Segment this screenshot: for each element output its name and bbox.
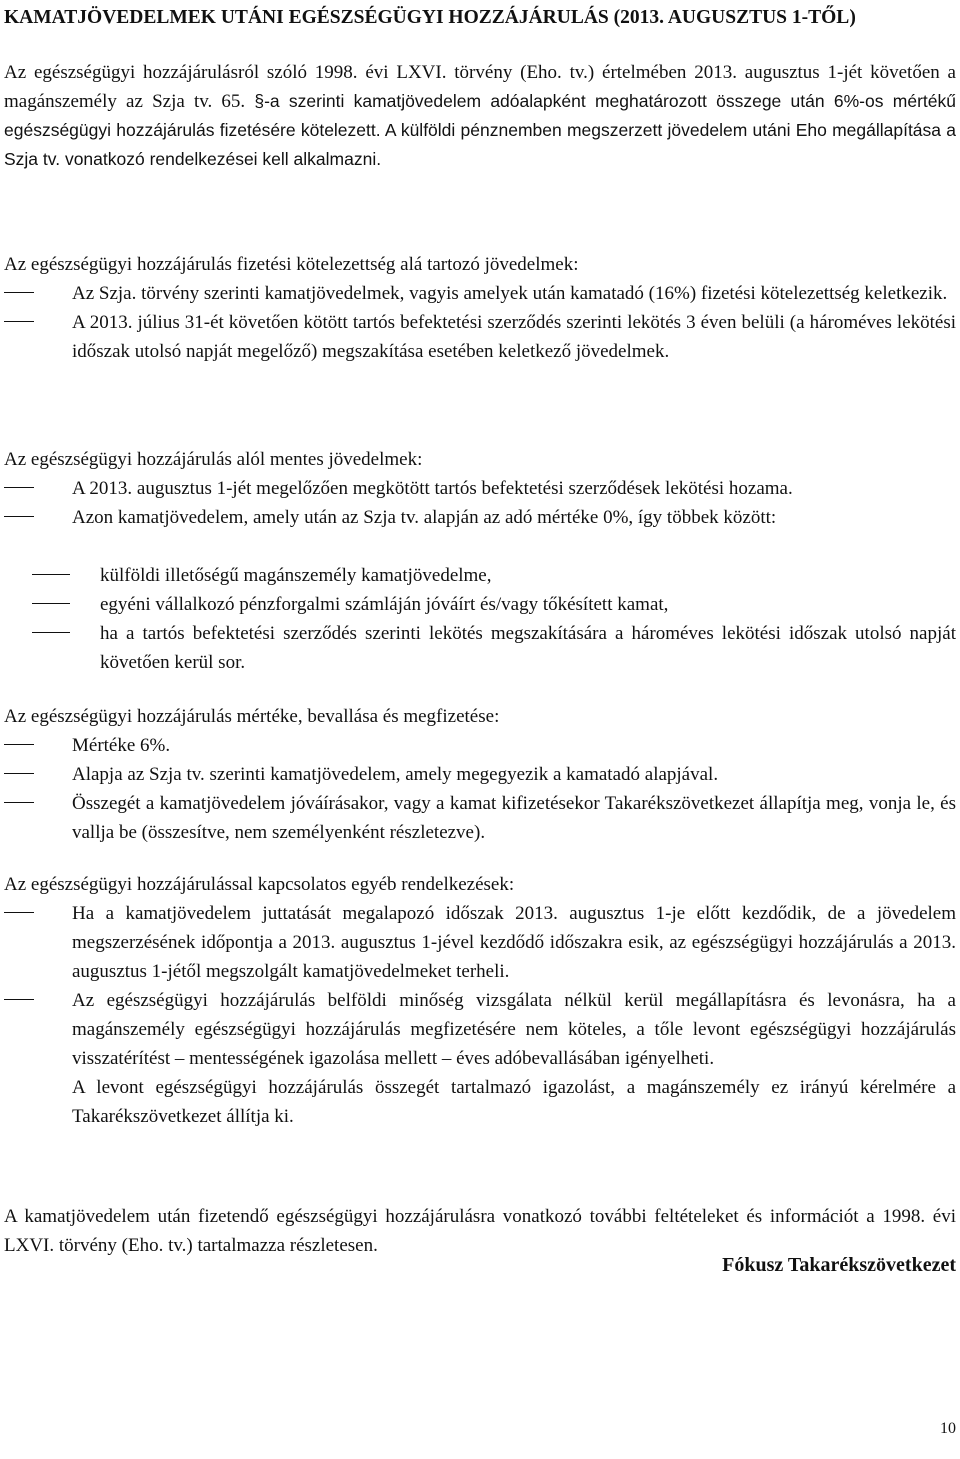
rate-list [4, 731, 956, 847]
list-item [4, 789, 956, 847]
dash-bullet [4, 802, 34, 803]
sub-list-item [4, 619, 956, 677]
list-item-text: ha a tartós befektetési szerződés szerinti lekötés megszakítására a hároméves lekötési időszak utolsó napját követően kerül sor. [100, 623, 956, 673]
dash-bullet [4, 744, 34, 745]
list-item [4, 503, 956, 532]
list-item [4, 899, 956, 986]
signature: Fókusz Takarékszövetkezet [722, 1254, 956, 1276]
dash-bullet [32, 574, 70, 575]
list-item-text: Ha a kamatjövedelem juttatását megalapozó időszak 2013. augusztus 1-je előtt kezdődik, de a jövedelem megszerzésének időpontja a 2013. augusztus 1-jével kezdődő időszakra esik, az egészségügyi hozzájárulás a 2013. augusztus 1-jétől megszolgált kamatjövedelmeket terheli. [72, 903, 956, 982]
dash-bullet [4, 516, 34, 517]
dash-bullet [4, 999, 34, 1000]
other-provisions-list [4, 899, 956, 1131]
list-item-text: Az egészségügyi hozzájárulás belföldi minőség vizsgálata nélkül kerül megállapításra és levonásra, ha a magánszemély egészségügyi hozzájárulás megfizetésére nem köteles, a tőle levont egészségügyi hozzájárulás visszatérítést – mentességének igazolása mellett – éves adóbevallásában igényelheti. [72, 990, 956, 1069]
sub-list-item [4, 561, 956, 590]
list-item-text: Mértéke 6%. [72, 735, 171, 756]
dash-bullet [4, 292, 34, 293]
list-item-text: Alapja az Szja tv. szerinti kamatjövedelem, amely megegyezik a kamatadó alapjával. [72, 764, 719, 785]
list-item-text: egyéni vállalkozó pénzforgalmi számláján jóváírt és/vagy tőkésített kamat, [100, 594, 669, 615]
list-item-text: A 2013. július 31-ét követően kötött tartós befektetési szerződés szerinti lekötés 3 éven belüli (a hároméves lekötési időszak utolsó napját megelőző) megszakítása esetében keletkező jövedelmek. [72, 312, 956, 362]
dash-bullet [32, 632, 70, 633]
list-item [4, 731, 956, 760]
list-item-text: külföldi illetőségű magánszemély kamatjövedelme, [100, 565, 492, 586]
dash-bullet [4, 912, 34, 913]
sub-list-item [4, 590, 956, 619]
list-item [4, 986, 956, 1131]
page-number: 10 [940, 1420, 956, 1437]
list-item [4, 474, 956, 503]
dash-bullet [4, 773, 34, 774]
exempt-income-sublist [4, 561, 956, 677]
closing-paragraph: A kamatjövedelem után fizetendő egészségügyi hozzájárulásra vonatkozó további feltételeket és információt a 1998. évi LXVI. törvény (Eho. tv.) tartalmazza részletesen. [4, 1206, 956, 1256]
list-item-text: Azon kamatjövedelem, amely után az Szja tv. alapján az adó mértéke 0%, így többek között: [72, 507, 777, 528]
list-item-text: Az Szja. törvény szerinti kamatjövedelmek, vagyis amelyek után kamatadó (16%) fizetési kötelezettség keletkezik. [72, 283, 948, 304]
list-item-text: A 2013. augusztus 1-jét megelőzően megkötött tartós befektetési szerződések lekötési hozama. [72, 478, 793, 499]
list-item [4, 279, 956, 308]
section-heading-exempt: Az egészségügyi hozzájárulás alól mentes jövedelmek: [4, 449, 423, 470]
list-item-continuation: A levont egészségügyi hozzájárulás összegét tartalmazó igazolást, a magánszemély ez irányú kérelmére a Takarékszövetkezet állítja ki. [72, 1077, 956, 1127]
dash-bullet [32, 603, 70, 604]
intro-text-sans: §-a szerinti kamatjövedelem adóalapként meghatározott összege után 6%-os mértékű egészségügyi hozzájárulás fizetésére kötelezett. A külföldi pénznemben megszerzett jövedelem utáni Eho megállapítása a Szja tv. vonatkozó rendelkezései kell alkalmazni. [4, 91, 956, 169]
intro-text-serif: Az egészségügyi hozzájárulásról szóló 1998. évi LXVI. törvény (Eho. tv.) értelmében 2013. augusztus 1-jét követően a magánszemély az Szja tv. 65. [4, 62, 956, 112]
section-heading-other: Az egészségügyi hozzájárulással kapcsolatos egyéb rendelkezések: [4, 874, 515, 895]
dash-bullet [4, 321, 34, 322]
exempt-income-list [4, 474, 956, 532]
section-heading-taxable: Az egészségügyi hozzájárulás fizetési kötelezettség alá tartozó jövedelmek: [4, 254, 579, 275]
list-item [4, 308, 956, 366]
taxable-income-list [4, 279, 956, 366]
dash-bullet [4, 487, 34, 488]
document-title: KAMATJÖVEDELMEK UTÁNI EGÉSZSÉGÜGYI HOZZÁJÁRULÁS (2013. AUGUSZTUS 1-TŐL) [4, 7, 856, 28]
intro-paragraph [4, 58, 956, 174]
list-item [4, 760, 956, 789]
list-item-text: Összegét a kamatjövedelem jóváírásakor, vagy a kamat kifizetésekor Takarékszövetkezet állapítja meg, vonja le, és vallja be (összesítve, nem személyenként részletezve). [72, 793, 956, 843]
section-heading-rate: Az egészségügyi hozzájárulás mértéke, bevallása és megfizetése: [4, 706, 500, 727]
